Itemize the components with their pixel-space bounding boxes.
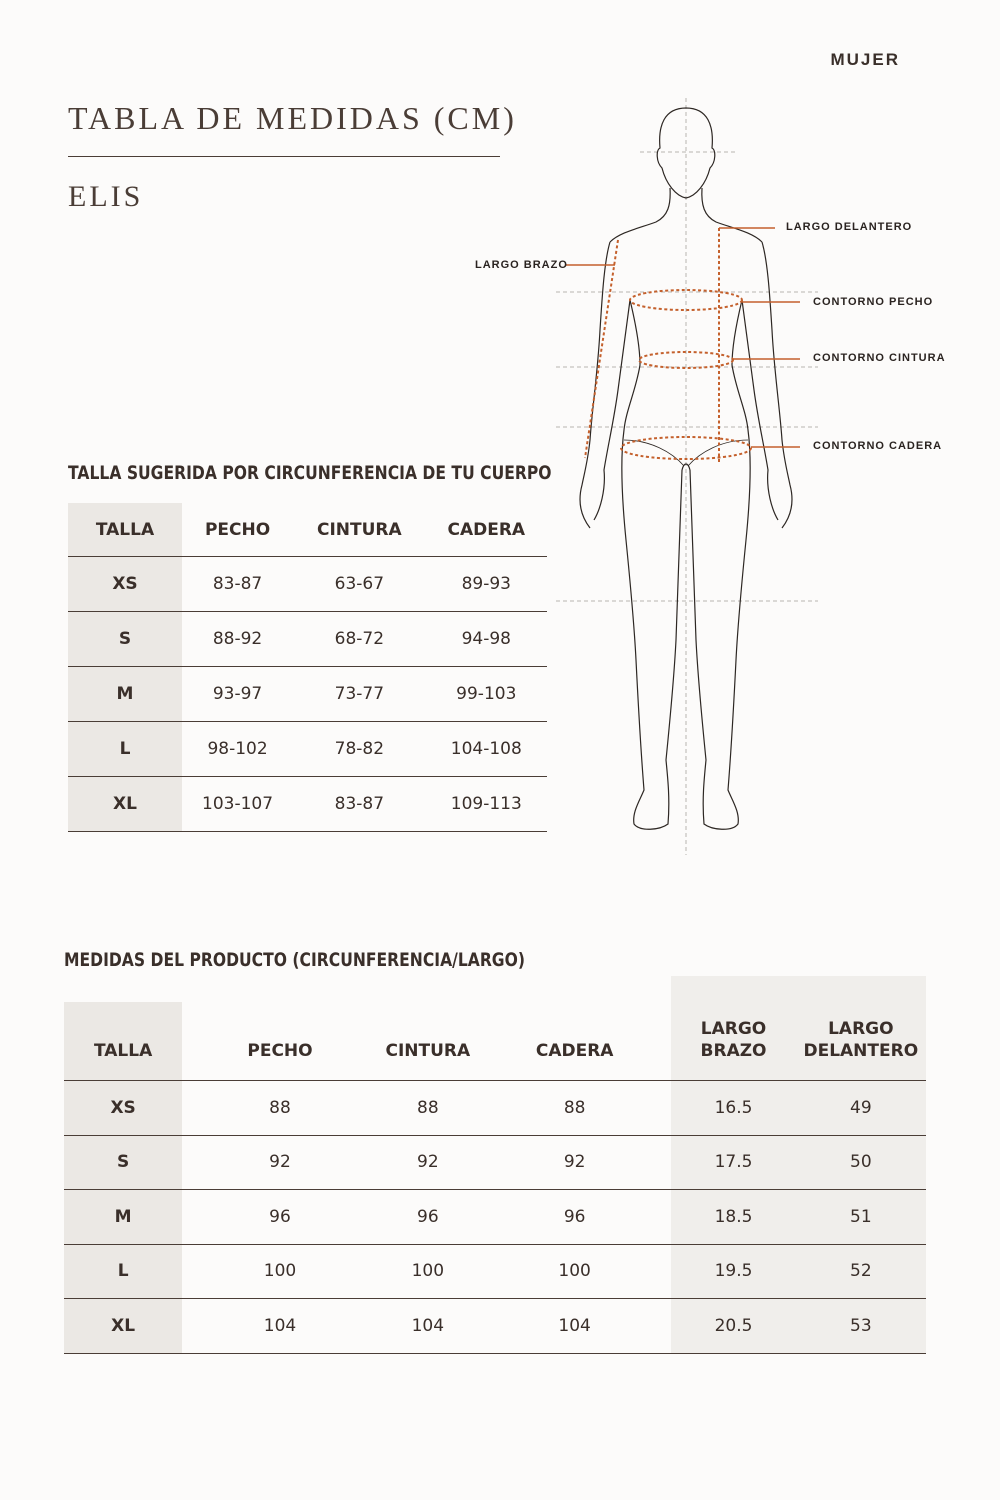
table-row: [64, 1081, 926, 1136]
largo-brazo-cell: 20.5: [671, 1299, 795, 1354]
label-contorno-pecho: CONTORNO PECHO: [813, 296, 934, 308]
size-cell: XS: [64, 1081, 182, 1136]
table-row: [64, 1299, 926, 1354]
cintura-cell: 83-87: [293, 777, 425, 832]
largo-brazo-cell: 19.5: [671, 1244, 795, 1299]
cadera-cell: 94-98: [426, 612, 547, 667]
header-cintura: CINTURA: [293, 503, 425, 557]
pecho-cell: 100: [182, 1244, 377, 1299]
largo-delantero-cell: 49: [796, 1081, 926, 1136]
cintura-cell: 73-77: [293, 667, 425, 722]
cintura-cell: 88: [378, 1081, 478, 1136]
header-talla: TALLA: [64, 976, 182, 1081]
table-row: [68, 557, 547, 612]
largo-delantero-cell: 50: [796, 1135, 926, 1190]
header-talla: TALLA: [68, 503, 182, 557]
page-title: TABLA DE MEDIDAS (CM): [68, 100, 517, 136]
product-size-table: [64, 976, 926, 1354]
table-row: [68, 612, 547, 667]
product-table-title: MEDIDAS DEL PRODUCTO (CIRCUNFERENCIA/LARGO): [64, 949, 525, 971]
cadera-cell: 100: [478, 1244, 671, 1299]
size-cell: L: [64, 1244, 182, 1299]
largo-delantero-cell: 53: [796, 1299, 926, 1354]
table-row: [64, 1244, 926, 1299]
header-largo-brazo: LARGO BRAZO: [671, 976, 795, 1081]
cintura-cell: 96: [378, 1190, 478, 1245]
header-cadera: CADERA: [478, 976, 671, 1081]
cintura-cell: 92: [378, 1135, 478, 1190]
pecho-cell: 96: [182, 1190, 377, 1245]
header-cadera: CADERA: [426, 503, 547, 557]
cadera-cell: 96: [478, 1190, 671, 1245]
size-cell: S: [68, 612, 182, 667]
pecho-cell: 93-97: [182, 667, 293, 722]
size-cell: M: [64, 1190, 182, 1245]
largo-brazo-cell: 18.5: [671, 1190, 795, 1245]
cintura-cell: 63-67: [293, 557, 425, 612]
pecho-cell: 103-107: [182, 777, 293, 832]
largo-brazo-cell: 16.5: [671, 1081, 795, 1136]
size-cell: XS: [68, 557, 182, 612]
product-name: ELIS: [68, 180, 144, 213]
size-cell: L: [68, 722, 182, 777]
table-row: [68, 667, 547, 722]
largo-delantero-cell: 52: [796, 1244, 926, 1299]
cadera-cell: 109-113: [426, 777, 547, 832]
body-table-title: TALLA SUGERIDA POR CIRCUNFERENCIA DE TU CUERPO: [68, 462, 552, 484]
pecho-cell: 98-102: [182, 722, 293, 777]
pecho-cell: 92: [182, 1135, 377, 1190]
cintura-cell: 104: [378, 1299, 478, 1354]
table-row: [68, 777, 547, 832]
label-leaders: [566, 228, 800, 447]
pecho-cell: 88: [182, 1081, 377, 1136]
cadera-cell: 92: [478, 1135, 671, 1190]
label-largo-brazo: LARGO BRAZO: [475, 259, 568, 271]
cadera-cell: 99-103: [426, 667, 547, 722]
table-row: [64, 1190, 926, 1245]
header-pecho: PECHO: [182, 503, 293, 557]
title-divider: [68, 156, 500, 157]
cadera-cell: 104: [478, 1299, 671, 1354]
table-header-row: [68, 503, 547, 557]
pecho-cell: 104: [182, 1299, 377, 1354]
table-row: [64, 1135, 926, 1190]
body-figure-illustration: [550, 95, 840, 860]
table-row: [68, 722, 547, 777]
category-label: MUJER: [830, 50, 900, 69]
size-cell: M: [68, 667, 182, 722]
header-largo-delantero: LARGO DELANTERO: [796, 976, 926, 1081]
pecho-cell: 88-92: [182, 612, 293, 667]
cadera-cell: 88: [478, 1081, 671, 1136]
pecho-cell: 83-87: [182, 557, 293, 612]
label-largo-delantero: LARGO DELANTERO: [786, 221, 913, 233]
label-contorno-cintura: CONTORNO CINTURA: [813, 352, 946, 364]
guide-lines: [556, 98, 818, 855]
largo-delantero-cell: 51: [796, 1190, 926, 1245]
largo-brazo-cell: 17.5: [671, 1135, 795, 1190]
cintura-cell: 100: [378, 1244, 478, 1299]
cintura-cell: 68-72: [293, 612, 425, 667]
body-size-table: [68, 503, 547, 832]
size-cell: XL: [68, 777, 182, 832]
label-contorno-cadera: CONTORNO CADERA: [813, 440, 943, 452]
size-cell: S: [64, 1135, 182, 1190]
header-pecho: PECHO: [182, 976, 377, 1081]
table-header-row: [64, 976, 926, 1081]
size-cell: XL: [64, 1299, 182, 1354]
header-cintura: CINTURA: [378, 976, 478, 1081]
cadera-cell: 104-108: [426, 722, 547, 777]
cintura-cell: 78-82: [293, 722, 425, 777]
cadera-cell: 89-93: [426, 557, 547, 612]
